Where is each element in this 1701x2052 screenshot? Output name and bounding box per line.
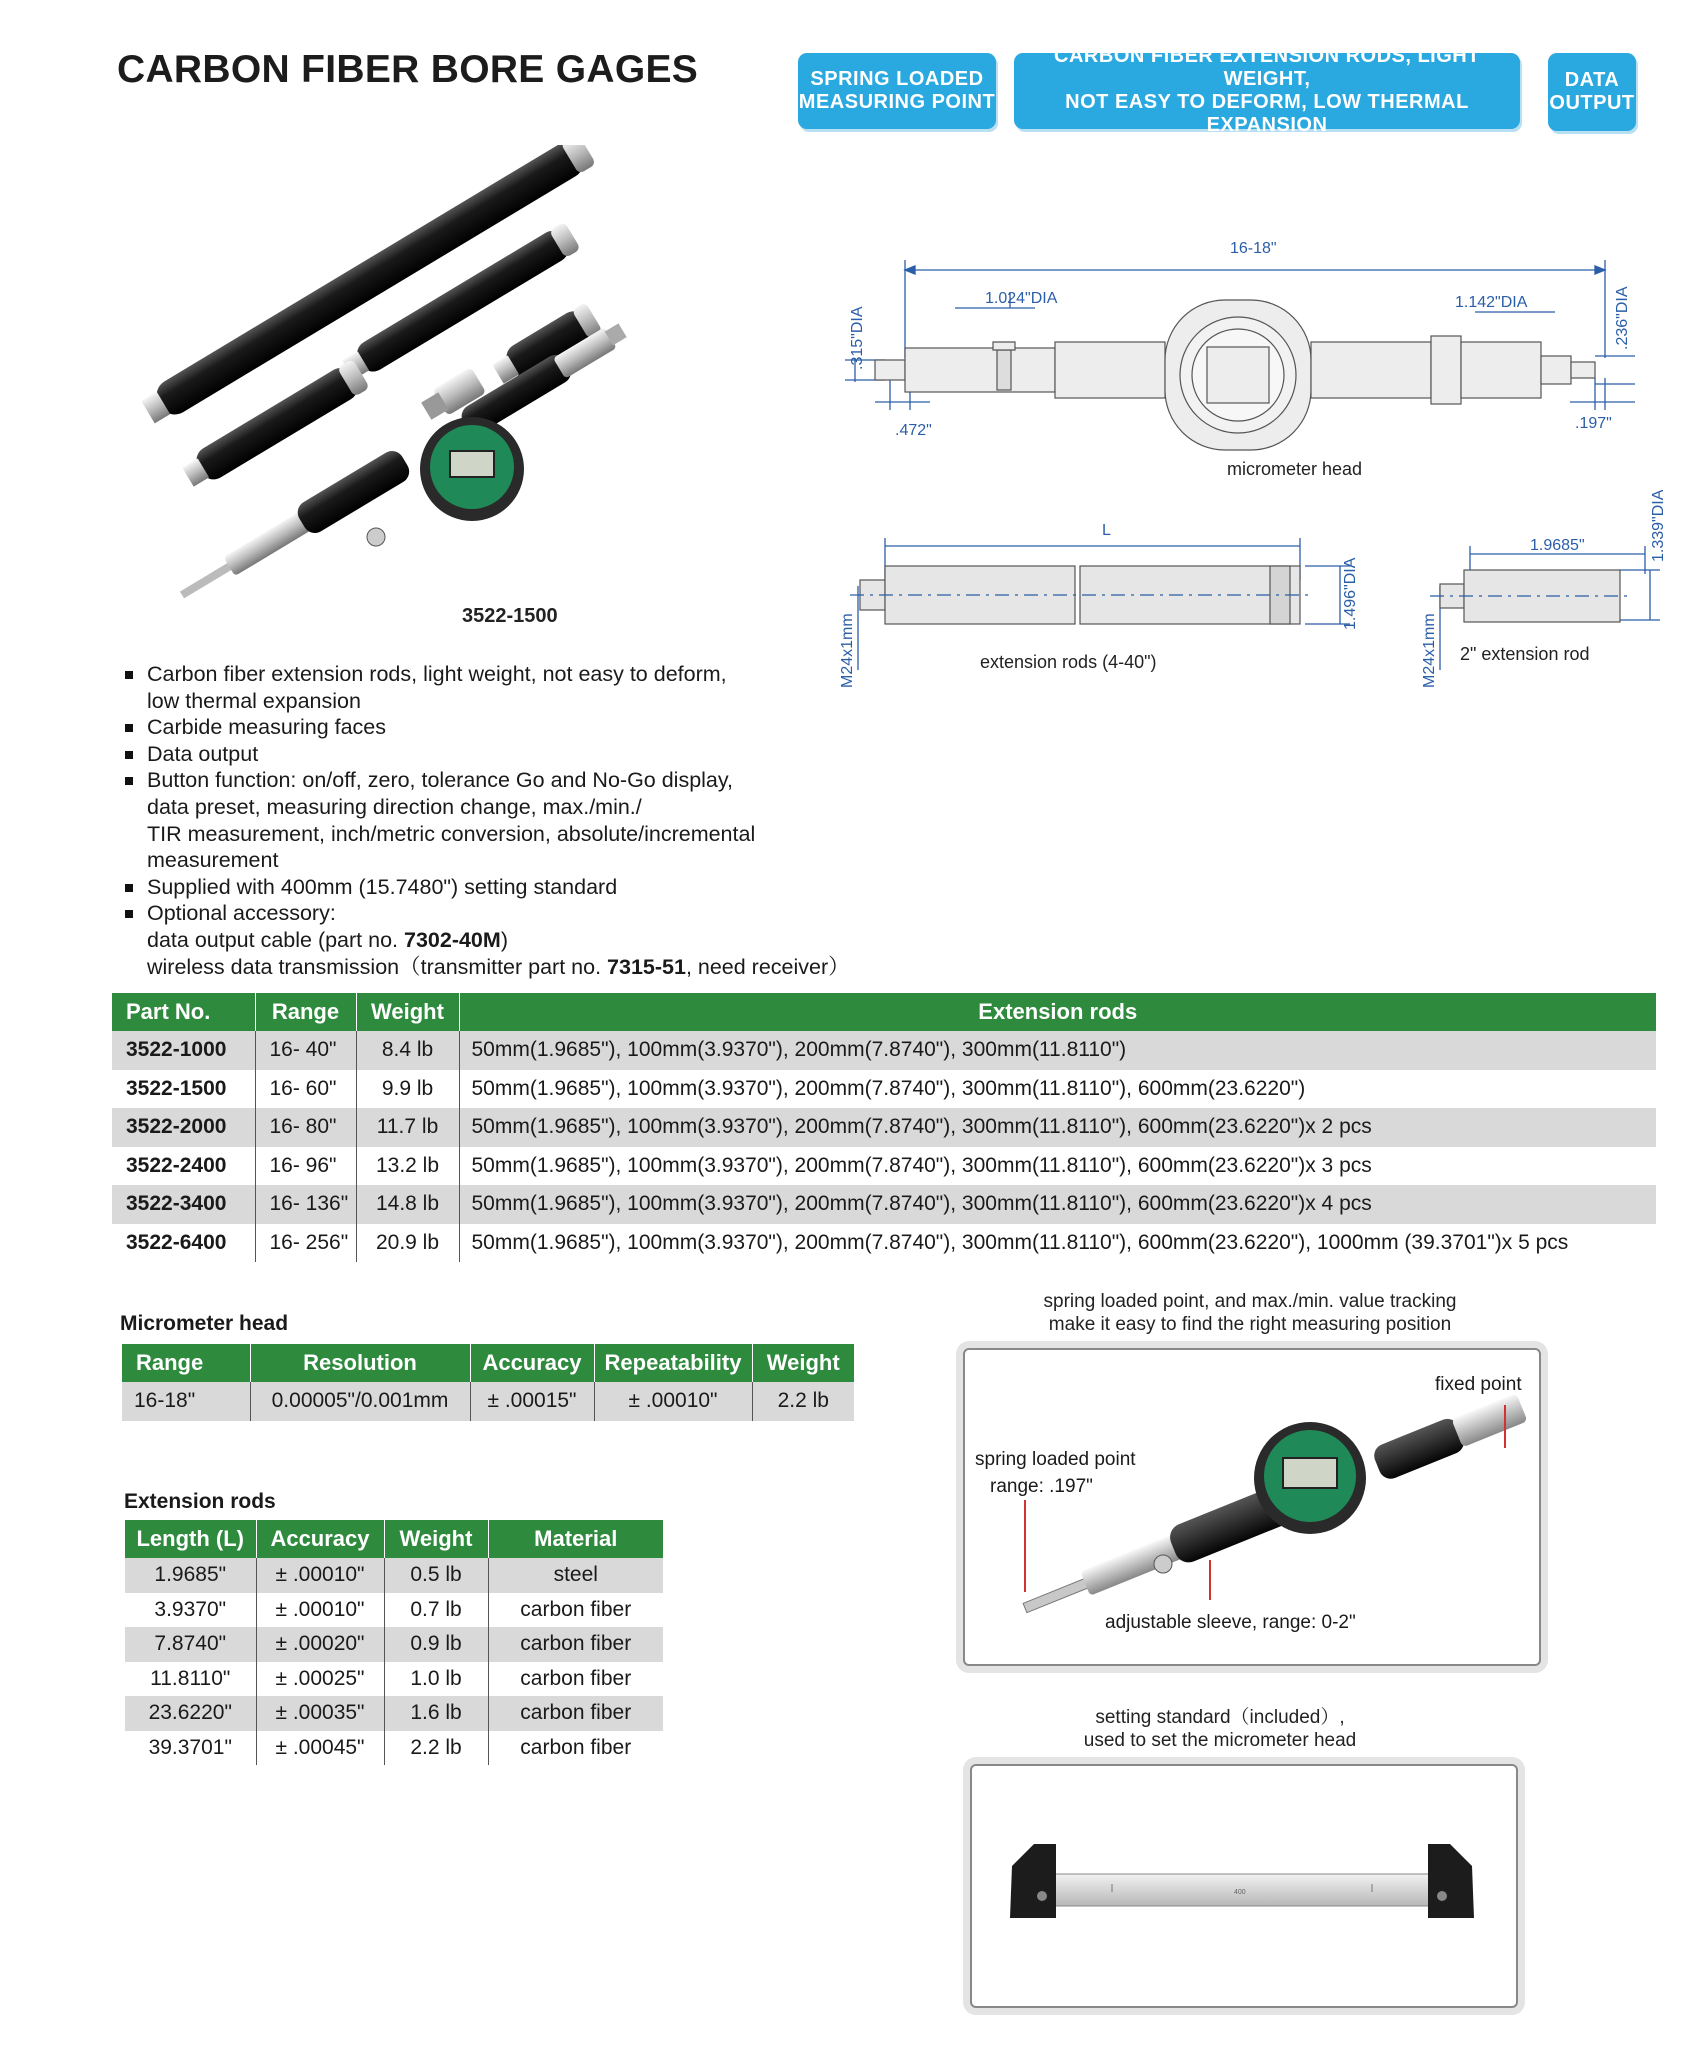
table-row xyxy=(125,1627,663,1662)
table-row xyxy=(112,1108,1656,1147)
feature-text: Supplied with 400mm (15.7480") setting standard xyxy=(147,874,618,899)
dim-short-rod-dia: 1.339"DIA xyxy=(1650,490,1667,562)
extension-rods-table xyxy=(125,1520,663,1765)
short-rod-label: 2" extension rod xyxy=(1460,644,1590,664)
feature-item xyxy=(123,714,883,741)
table-cell: ± .00035" xyxy=(256,1696,384,1731)
table-cell: 3522-1500 xyxy=(112,1070,255,1109)
table-row xyxy=(112,1224,1656,1263)
table-cell: 16- 60" xyxy=(255,1070,356,1109)
table-cell: 50mm(1.9685"), 100mm(3.9370"), 200mm(7.8740"), 300mm(11.8110"), 600mm(23.6220")x 3 pcs xyxy=(459,1147,1656,1186)
table-cell: carbon fiber xyxy=(488,1662,663,1697)
micrometer-head-title: Micrometer head xyxy=(120,1312,289,1335)
micrometer-head-table xyxy=(122,1344,854,1421)
table-cell: 11.7 lb xyxy=(356,1108,459,1147)
table-cell: 2.2 lb xyxy=(384,1731,488,1766)
table-cell: 3522-3400 xyxy=(112,1185,255,1224)
badge-spring-loaded xyxy=(798,53,996,129)
table-cell: ± .00010" xyxy=(256,1558,384,1593)
cell: 0.00005"/0.001mm xyxy=(250,1382,470,1421)
table-cell: 3522-2000 xyxy=(112,1108,255,1147)
label-sleeve: adjustable sleeve, range: 0-2" xyxy=(1105,1612,1356,1633)
label-fixed-point: fixed point xyxy=(1435,1374,1522,1395)
table-header-row xyxy=(112,993,1656,1031)
dim-len-right: .197" xyxy=(1575,415,1612,432)
col-resolution: Resolution xyxy=(250,1344,470,1382)
col-weight: Weight xyxy=(356,993,459,1031)
table-cell: 16- 40" xyxy=(255,1031,356,1070)
feature-item xyxy=(123,874,883,901)
badge-line: CARBON FIBER EXTENSION RODS, LIGHT WEIGHT, xyxy=(1054,45,1480,90)
table-row xyxy=(112,1185,1656,1224)
table-cell: 20.9 lb xyxy=(356,1224,459,1263)
cell: 2.2 lb xyxy=(752,1382,854,1421)
dim-tip-left: .315"DIA xyxy=(849,306,866,370)
table-cell: 11.8110" xyxy=(125,1662,256,1697)
table-row xyxy=(112,1070,1656,1109)
scale-text: 400 xyxy=(1234,1889,1246,1896)
micrometer-head-drawing xyxy=(835,230,1655,490)
extension-rods-title: Extension rods xyxy=(124,1490,276,1513)
cell: ± .00015" xyxy=(470,1382,594,1421)
table-cell: 7.8740" xyxy=(125,1627,256,1662)
table-row xyxy=(125,1662,663,1697)
table-cell: 50mm(1.9685"), 100mm(3.9370"), 200mm(7.8740"), 300mm(11.8110"), 600mm(23.6220") xyxy=(459,1070,1656,1109)
table-cell: 3.9370" xyxy=(125,1593,256,1628)
table-cell: 8.4 lb xyxy=(356,1031,459,1070)
table-cell: carbon fiber xyxy=(488,1696,663,1731)
table-cell: 3522-1000 xyxy=(112,1031,255,1070)
cell: ± .00010" xyxy=(594,1382,752,1421)
table-row xyxy=(112,1031,1656,1070)
table-cell: 3522-6400 xyxy=(112,1224,255,1263)
col-extension-rods: Extension rods xyxy=(459,993,1656,1031)
feature-text: , need receiver） xyxy=(685,954,850,979)
part-number-table xyxy=(112,993,1656,1262)
table-cell: 50mm(1.9685"), 100mm(3.9370"), 200mm(7.8740"), 300mm(11.8110") xyxy=(459,1031,1656,1070)
table-cell: 16- 256" xyxy=(255,1224,356,1263)
setting-standard-image xyxy=(972,1766,1516,2006)
feature-item xyxy=(123,767,883,873)
detail-box xyxy=(963,1348,1541,1666)
table-cell: 16- 96" xyxy=(255,1147,356,1186)
table-row xyxy=(122,1382,854,1421)
dim-rod-thread: M24x1mm xyxy=(839,613,856,688)
col-weight: Weight xyxy=(384,1520,488,1558)
dim-dia-left: 1.024"DIA xyxy=(985,290,1058,307)
feature-text: Data output xyxy=(147,741,259,766)
table-row xyxy=(112,1147,1656,1186)
table-cell: 50mm(1.9685"), 100mm(3.9370"), 200mm(7.8740"), 300mm(11.8110"), 600mm(23.6220"), 1000mm (39.3701")x 5 pcs xyxy=(459,1224,1656,1263)
feature-item xyxy=(123,661,883,714)
feature-text: Carbide measuring faces xyxy=(147,715,387,740)
col-part-no: Part No. xyxy=(112,993,255,1031)
feature-text: data output cable (part no. xyxy=(147,927,404,952)
caption-line: used to set the micrometer head xyxy=(1083,1730,1357,1751)
table-header-row xyxy=(125,1520,663,1558)
table-cell: carbon fiber xyxy=(488,1731,663,1766)
product-image xyxy=(120,145,820,625)
dim-overall: 16-18" xyxy=(1230,240,1277,257)
feature-list xyxy=(123,661,883,980)
table-cell: ± .00025" xyxy=(256,1662,384,1697)
caption-line: setting standard（included）, xyxy=(1095,1707,1345,1728)
setting-box-caption xyxy=(930,1706,1510,1752)
col-range: Range xyxy=(255,993,356,1031)
table-row xyxy=(125,1696,663,1731)
dim-short-rod-length: 1.9685" xyxy=(1530,537,1585,554)
part-number-cable: 7302-40M xyxy=(403,927,501,952)
extension-rod-drawing xyxy=(830,490,1670,700)
table-cell: 0.7 lb xyxy=(384,1593,488,1628)
badge-line: SPRING LOADED xyxy=(810,68,984,90)
col-accuracy: Accuracy xyxy=(470,1344,594,1382)
badge-line: DATA xyxy=(1564,69,1620,91)
setting-box xyxy=(970,1764,1518,2008)
feature-text: Optional accessory: xyxy=(147,901,336,926)
table-cell: ± .00020" xyxy=(256,1627,384,1662)
feature-text: TIR measurement, inch/metric conversion, absolute/incremental xyxy=(147,821,756,846)
table-cell: 14.8 lb xyxy=(356,1185,459,1224)
feature-text: data preset, measuring direction change, max./min./ xyxy=(147,794,642,819)
page-title: CARBON FIBER BORE GAGES xyxy=(117,48,699,91)
dim-rod-length: L xyxy=(1102,522,1111,539)
table-cell: carbon fiber xyxy=(488,1627,663,1662)
product-image-caption: 3522-1500 xyxy=(462,605,558,627)
table-cell: 39.3701" xyxy=(125,1731,256,1766)
drawing-head-label: micrometer head xyxy=(1227,459,1363,479)
feature-text: measurement xyxy=(147,848,279,873)
feature-text: low thermal expansion xyxy=(147,688,361,713)
dim-short-rod-thread: M24x1mm xyxy=(1421,613,1438,688)
table-cell: steel xyxy=(488,1558,663,1593)
badge-carbon-fiber xyxy=(1014,45,1520,136)
table-row xyxy=(125,1731,663,1766)
col-weight: Weight xyxy=(752,1344,854,1382)
feature-text: ) xyxy=(500,927,508,952)
caption-line: spring loaded point, and max./min. value tracking xyxy=(1043,1291,1457,1312)
badge-line: OUTPUT xyxy=(1549,92,1635,114)
feature-item xyxy=(123,900,883,980)
table-row xyxy=(125,1593,663,1628)
table-cell: carbon fiber xyxy=(488,1593,663,1628)
cell: 16-18" xyxy=(122,1382,250,1421)
label-line: range: .197" xyxy=(990,1476,1093,1497)
table-cell: ± .00045" xyxy=(256,1731,384,1766)
detail-box-caption xyxy=(960,1290,1540,1336)
table-cell: 16- 136" xyxy=(255,1185,356,1224)
table-cell: ± .00010" xyxy=(256,1593,384,1628)
dim-dia-right: 1.142"DIA xyxy=(1455,294,1528,311)
table-row xyxy=(125,1558,663,1593)
table-cell: 0.5 lb xyxy=(384,1558,488,1593)
table-cell: 1.6 lb xyxy=(384,1696,488,1731)
caption-line: make it easy to find the right measuring position xyxy=(1048,1314,1452,1335)
col-length: Length (L) xyxy=(125,1520,256,1558)
badge-line: NOT EASY TO DEFORM, LOW THERMAL EXPANSION xyxy=(1065,91,1469,136)
col-repeatability: Repeatability xyxy=(594,1344,752,1382)
badge-data-output xyxy=(1548,53,1636,131)
table-cell: 50mm(1.9685"), 100mm(3.9370"), 200mm(7.8740"), 300mm(11.8110"), 600mm(23.6220")x 2 pcs xyxy=(459,1108,1656,1147)
label-line: spring loaded point xyxy=(975,1449,1136,1470)
label-spring-point xyxy=(975,1446,1136,1500)
feature-text: Button function: on/off, zero, tolerance Go and No-Go display, xyxy=(147,768,734,793)
table-cell: 16- 80" xyxy=(255,1108,356,1147)
table-cell: 50mm(1.9685"), 100mm(3.9370"), 200mm(7.8740"), 300mm(11.8110"), 600mm(23.6220")x 4 pcs xyxy=(459,1185,1656,1224)
table-cell: 23.6220" xyxy=(125,1696,256,1731)
feature-text: Carbon fiber extension rods, light weight, not easy to deform, xyxy=(147,662,727,686)
dim-len-left: .472" xyxy=(895,422,932,439)
table-cell: 3522-2400 xyxy=(112,1147,255,1186)
dim-rod-dia: 1.496"DIA xyxy=(1342,557,1359,630)
col-accuracy: Accuracy xyxy=(256,1520,384,1558)
part-number-transmitter: 7315-51 xyxy=(607,954,686,979)
table-header-row xyxy=(122,1344,854,1382)
feature-text: wireless data transmission（transmitter part no. xyxy=(147,954,608,979)
table-cell: 0.9 lb xyxy=(384,1627,488,1662)
table-cell: 1.0 lb xyxy=(384,1662,488,1697)
badge-line: MEASURING POINT xyxy=(798,91,996,113)
col-material: Material xyxy=(488,1520,663,1558)
col-range: Range xyxy=(122,1344,250,1382)
table-cell: 13.2 lb xyxy=(356,1147,459,1186)
table-cell: 1.9685" xyxy=(125,1558,256,1593)
feature-item xyxy=(123,741,883,768)
rod-label: extension rods (4-40") xyxy=(980,652,1157,672)
table-cell: 9.9 lb xyxy=(356,1070,459,1109)
dim-tip-right: .236"DIA xyxy=(1614,286,1631,350)
